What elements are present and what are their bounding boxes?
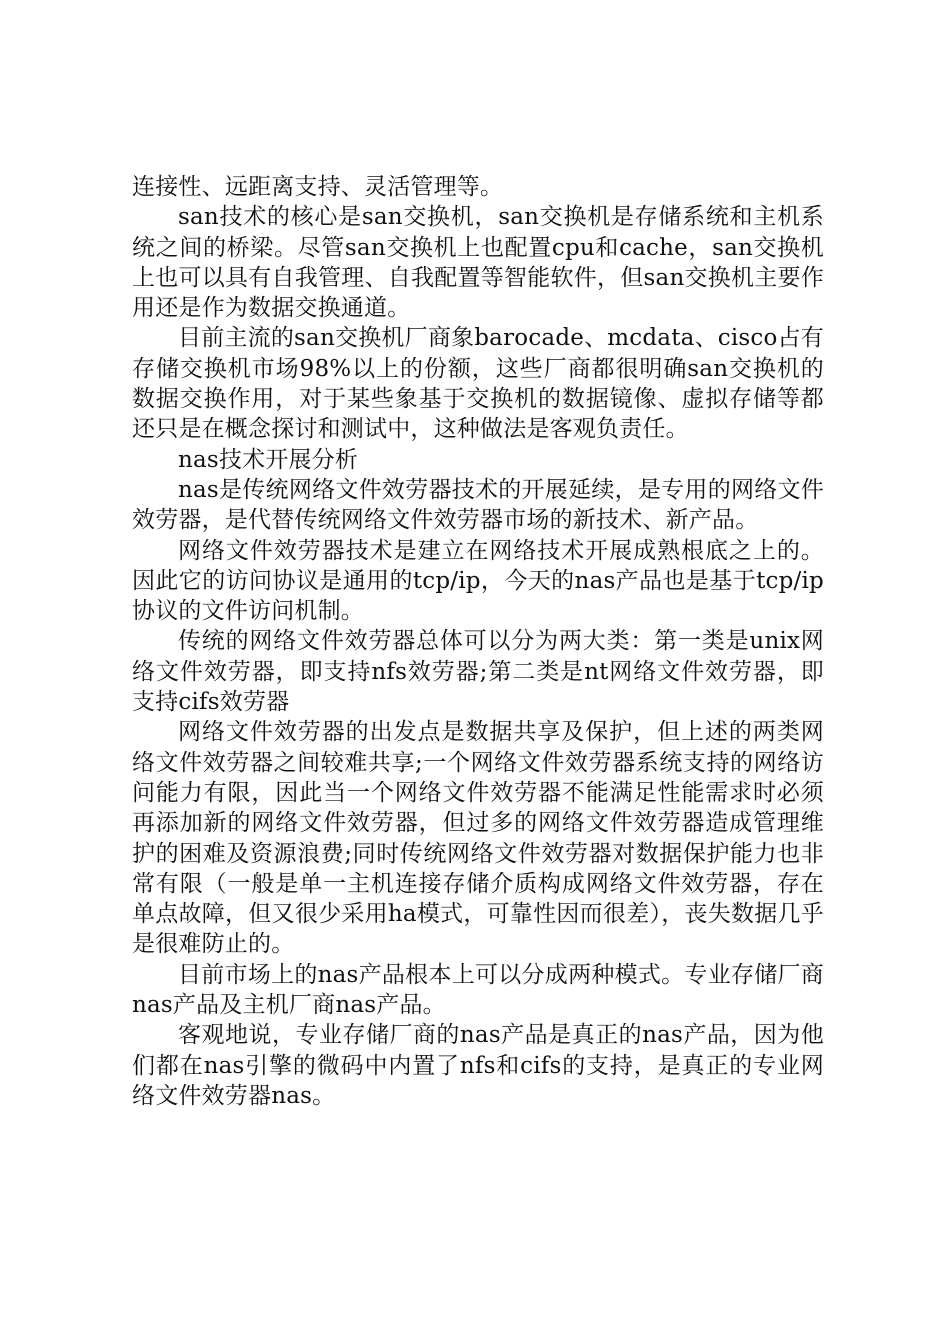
- paragraph-vendor-nas: 客观地说，专业存储厂商的nas产品是真正的nas产品，因为他们都在nas引擎的微码中内置了nfs和cifs的支持，是真正的专业网络文件效劳器nas。: [132, 1022, 824, 1109]
- paragraph-market-modes: 目前市场上的nas产品根本上可以分成两种模式。专业存储厂商nas产品及主机厂商nas产品。: [132, 961, 824, 1019]
- paragraph-san-vendors: 目前主流的san交换机厂商象barocade、mcdata、cisco占有存储交换机市场98%以上的份额，这些厂商都很明确san交换机的数据交换作用，对于某些象基于交换机的数据镜像、虚拟存储等都还只是在概念探讨和测试中，这种做法是客观负责任。: [132, 325, 824, 443]
- paragraph-server-limitations: 网络文件效劳器的出发点是数据共享及保护，但上述的两类网络文件效劳器之间较难共享;一个网络文件效劳器系统支持的网络访问能力有限，因此当一个网络文件效劳器不能满足性能需求时必须再添加新的网络文件效劳器，但过多的网络文件效劳器造成管理维护的困难及资源浪费;同时传统网络文件效劳器对数据保护能力也非常有限（一般是单一主机连接存储介质构成网络文件效劳器，存在单点故障，但又很少采用ha模式，可靠性因而很差），丧失数据几乎是很难防止的。: [132, 719, 824, 958]
- paragraph-san-core: san技术的核心是san交换机，san交换机是存储系统和主机系统之间的桥梁。尽管san交换机上也配置cpu和cache，san交换机上也可以具有自我管理、自我配置等智能软件，但san交换机主要作用还是作为数据交换通道。: [132, 204, 824, 322]
- document-body: [132, 172, 824, 1111]
- paragraph-nas-protocol: 网络文件效劳器技术是建立在网络技术开展成熟根底之上的。因此它的访问协议是通用的tcp/ip，今天的nas产品也是基于tcp/ip协议的文件访问机制。: [132, 537, 824, 625]
- paragraph-nas-definition: nas是传统网络文件效劳器技术的开展延续，是专用的网络文件效劳器，是代替传统网络文件效劳器市场的新技术、新产品。: [132, 476, 824, 534]
- paragraph-continuation: 连接性、远距离支持、灵活管理等。: [132, 174, 504, 200]
- section-heading-nas: nas技术开展分析: [178, 446, 359, 473]
- paragraph-server-types: 传统的网络文件效劳器总体可以分为两大类：第一类是unix网络文件效劳器，即支持nfs效劳器;第二类是nt网络文件效劳器，即支持cifs效劳器: [132, 628, 824, 716]
